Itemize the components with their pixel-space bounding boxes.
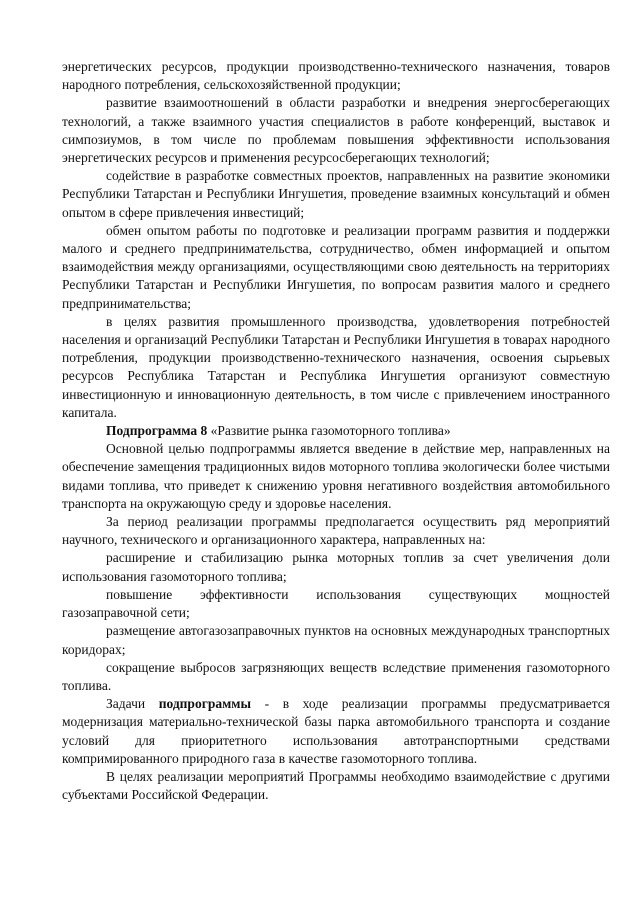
paragraph-industrial-production: в целях развития промышленного производства, удовлетворения потребностей населения и организаций Республики Татарстан и Республики Ингушетия в товарах народного потребления, продукции производственно-технического назначения, освоения сырьевых ресурсов Республика Татарстан и Республика Ингушетия организуют совместную инвестиционную и инновационную деятельность, в том числе с привлечением иностранного капитала. xyxy=(62,313,610,420)
paragraph-continued: энергетических ресурсов, продукции производственно-технического назначения, товаров народного потребления, сельскохозяйственной продукции; xyxy=(62,59,610,93)
paragraph-tasks-bold: подпрограммы xyxy=(158,696,252,712)
list-item-market-expansion: расширение и стабилизацию рынка моторных топлив за счет увеличения доли использования газомоторного топлива; xyxy=(62,550,610,584)
document-body xyxy=(62,58,610,804)
paragraph-energy-saving: развитие взаимоотношений в области разработки и внедрения энергосберегающих технологий, а также взаимного участия специалистов в работе конференций, выставок и симпозиумов, в том числе по проблемам повышения эффективности использования энергетических ресурсов и применения ресурсосберегающих технологий; xyxy=(62,95,610,166)
paragraph-measures-intro: За период реализации программы предполагается осуществить ряд мероприятий научного, технического и организационного характера, направленных на: xyxy=(62,514,610,548)
paragraph-tasks-rest: - в ходе реализации программы предусматривается модернизация материально-технической базы парка автомобильного транспорта и создание условий для приоритетного использования автотранспортными средствами компримированного природного газа в качестве газомоторного топлива. xyxy=(62,696,610,766)
paragraph-tasks xyxy=(62,695,610,768)
paragraph-small-business: обмен опытом работы по подготовке и реализации программ развития и поддержки малого и среднего предпринимательства, сотрудничество, обмен информацией и опытом взаимодействия между организациями, осуществляющими свою деятельность на территориях Республики Татарстан и Республики Ингушетия, по вопросам развития малого и среднего предпринимательства; xyxy=(62,222,610,311)
list-item-emissions: сокращение выбросов загрязняющих веществ вследствие применения газомоторного топлива. xyxy=(62,659,610,693)
subprogram-heading xyxy=(62,422,610,440)
subprogram-heading-number: Подпрограмма 8 xyxy=(106,423,208,439)
paragraph-joint-projects: содействие в разработке совместных проектов, направленных на развитие экономики Республики Татарстан и Республики Ингушетия, проведение взаимных консультаций и обмен опытом в сфере привлечения инвестиций; xyxy=(62,168,610,220)
paragraph-main-goal: Основной целью подпрограммы является введение в действие мер, направленных на обеспечение замещения традиционных видов моторного топлива экологически более чистыми видами топлива, что приведет к снижению уровня негативного воздействия автомобильного транспорта на окружающую среду и здоровье населения. xyxy=(62,441,610,511)
subprogram-heading-title: «Развитие рынка газомоторного топлива» xyxy=(207,423,451,439)
list-item-stations: размещение автогазозаправочных пунктов на основных международных транспортных коридорах; xyxy=(62,623,610,657)
paragraph-tasks-start: Задачи xyxy=(106,696,159,712)
paragraph-cooperation: В целях реализации мероприятий Программы необходимо взаимодействие с другими субъектами Российской Федерации. xyxy=(62,768,610,803)
list-item-efficiency: повышение эффективности использования существующих мощностей газозаправочной сети; xyxy=(62,586,610,621)
